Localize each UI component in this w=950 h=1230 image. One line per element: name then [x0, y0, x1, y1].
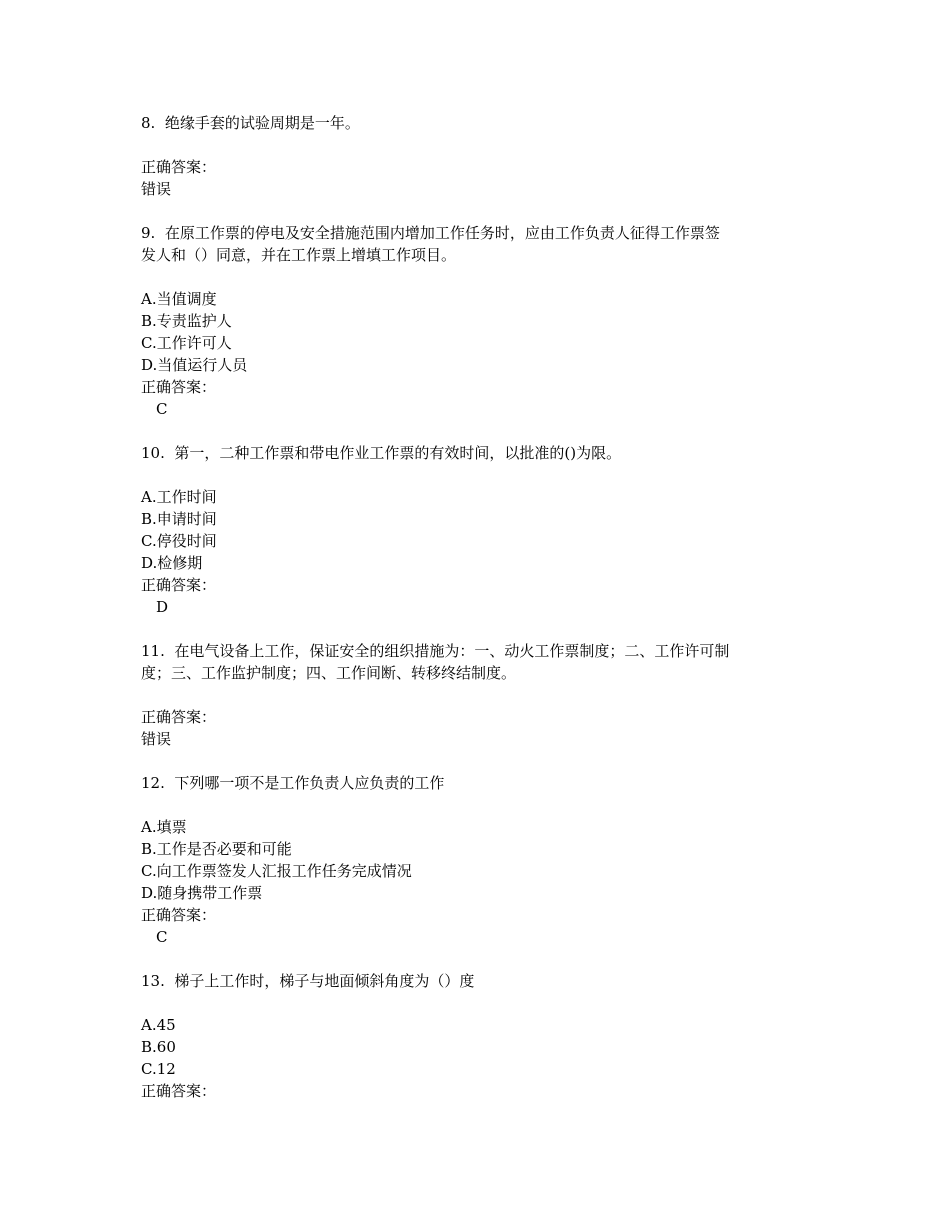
option-d: D.随身携带工作票 — [141, 884, 263, 902]
answer-label: 正确答案： — [141, 378, 217, 396]
question-8 — [141, 112, 821, 200]
question-stem: 9. 在原工作票的停电及安全措施范围内增加工作任务时，应由工作负责人征得工作票签 — [141, 224, 720, 242]
answer-value: D — [156, 598, 169, 616]
option-a: A.45 — [141, 1016, 176, 1034]
answer-value: 错误 — [141, 180, 172, 198]
answer-label: 正确答案： — [141, 158, 217, 176]
option-a: A.当值调度 — [141, 290, 217, 308]
option-b: B.专责监护人 — [141, 312, 232, 330]
option-d: D.检修期 — [141, 554, 203, 572]
answer-value: C — [156, 928, 168, 946]
option-c: C.12 — [141, 1060, 176, 1078]
option-a: A.填票 — [141, 818, 187, 836]
question-11 — [141, 640, 821, 750]
question-stem: 11. 在电气设备上工作，保证安全的组织措施为：一、动火工作票制度；二、工作许可制 — [141, 642, 730, 660]
question-10 — [141, 442, 821, 618]
question-13 — [141, 970, 821, 1102]
question-stem: 12. 下列哪一项不是工作负责人应负责的工作 — [141, 774, 445, 792]
question-stem: 发人和（）同意，并在工作票上增填工作项目。 — [141, 246, 457, 264]
question-stem: 度；三、工作监护制度；四、工作间断、转移终结制度。 — [141, 664, 517, 682]
question-stem: 10. 第一，二种工作票和带电作业工作票的有效时间，以批准的()为限。 — [141, 444, 622, 462]
question-document — [141, 112, 821, 1102]
option-b: B.工作是否必要和可能 — [141, 840, 292, 858]
answer-label: 正确答案： — [141, 576, 217, 594]
option-b: B.60 — [141, 1038, 176, 1056]
option-c: C.工作许可人 — [141, 334, 232, 352]
question-stem: 13. 梯子上工作时，梯子与地面倾斜角度为（）度 — [141, 972, 475, 990]
answer-value: C — [156, 400, 168, 418]
answer-value: 错误 — [141, 730, 172, 748]
answer-label: 正确答案： — [141, 906, 217, 924]
option-c: C.向工作票签发人汇报工作任务完成情况 — [141, 862, 412, 880]
option-c: C.停役时间 — [141, 532, 217, 550]
answer-label: 正确答案： — [141, 1082, 217, 1100]
option-a: A.工作时间 — [141, 488, 217, 506]
question-stem: 8. 绝缘手套的试验周期是一年。 — [141, 114, 360, 132]
option-d: D.当值运行人员 — [141, 356, 248, 374]
question-9 — [141, 222, 821, 420]
question-12 — [141, 772, 821, 948]
option-b: B.申请时间 — [141, 510, 217, 528]
answer-label: 正确答案： — [141, 708, 217, 726]
